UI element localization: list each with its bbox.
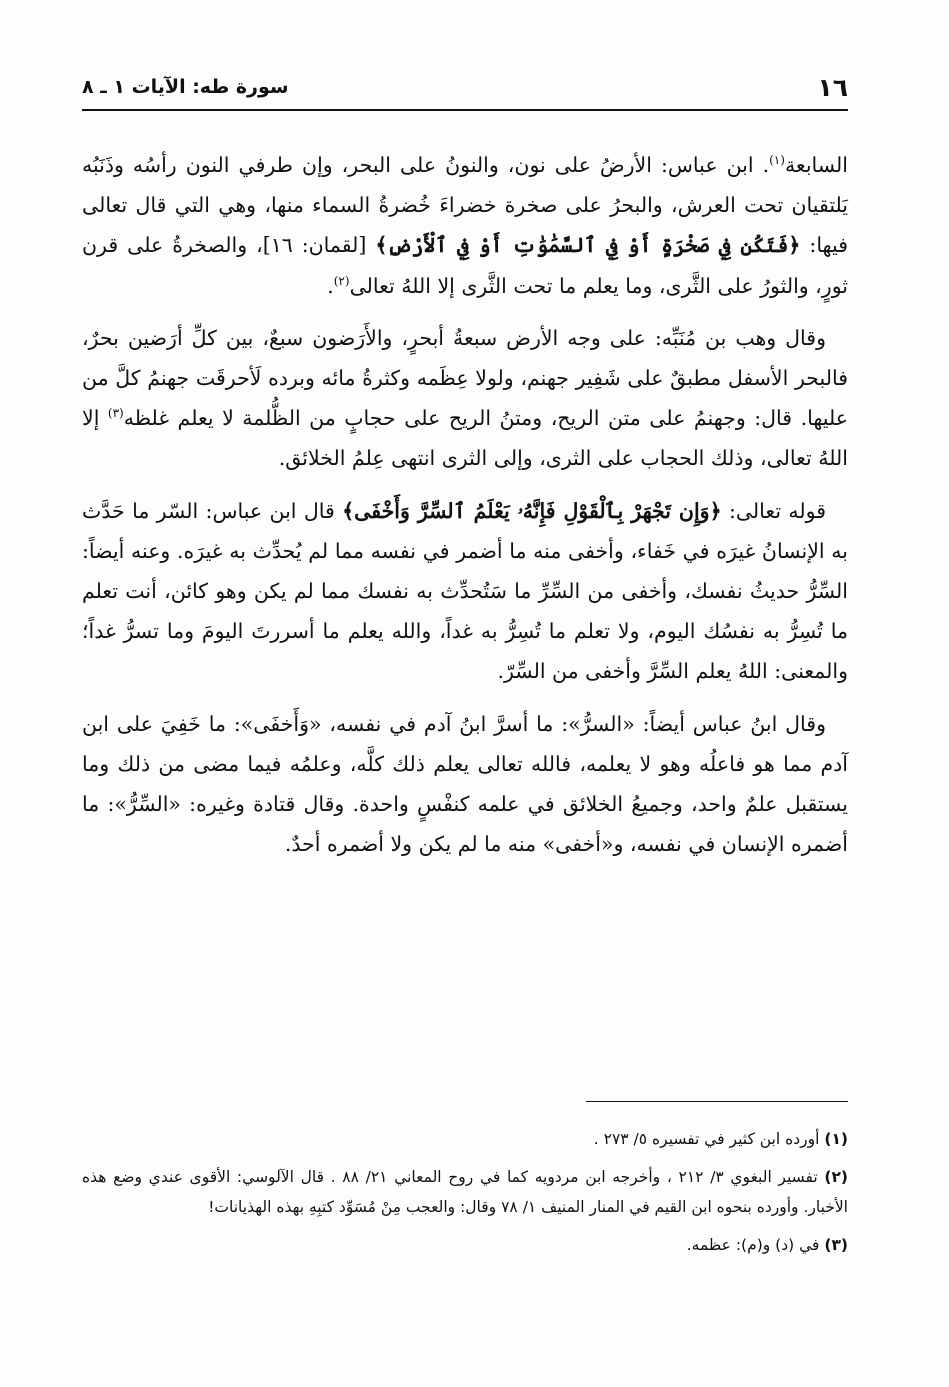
footnote-text: في (د) و(م): عظمه. (686, 1236, 820, 1254)
page-header (82, 70, 848, 104)
footnote-number: (٣) (824, 1236, 848, 1254)
footnote-1 (82, 1124, 848, 1154)
paragraph-3 (82, 491, 848, 692)
text-segment: إلا اللهُ تعالى، وذلك الحجاب على الثرى، وإلى الثرى انتهى عِلمُ الخلائق. (82, 406, 848, 471)
footnote-text: تفسير البغوي ٣/ ٢١٢ ، وأخرجه ابن مردويه كما في روح المعاني ٢١/ ٨٨ . قال الآلوسي: الأقوى عندي وضع هذه الأخبار. وأورده بنحوه ابن القيم في المنار المنيف ١/ ٧٨ وقال: والعجب مِنْ مُسَوِّد كتبِهِ بهذه الهذيانات! (82, 1168, 848, 1216)
footnote-3 (82, 1230, 848, 1260)
text-segment: وقال ابنُ عباس أيضاً: «السرُّ»: ما أسرَّ ابنُ آدم في نفسه، «وَأَخفَى»: ما خَفِيَ على ابن آدم مما هو فاعلُه وهو لا يعلمه، فالله تعالى يعلم ذلك كلَّه، وعلمُه فيما مضى من ذلك وما يستقبل علمٌ واحد، وجميعُ الخلائق في علمه كنفْسٍ واحدة. وقال قتادة وغيره: «السِّرُّ»: ما أضمره الإنسان في نفسه، و«أخفى» منه ما لم يكن ولا أضمره أحدٌ. (82, 711, 848, 857)
footnote-ref-2: (٢) (333, 273, 350, 288)
running-title: سورة طه: الآيات ١ ـ ٨ (82, 76, 289, 98)
paragraph-4 (82, 704, 848, 865)
quran-verse: ﴿وَإِن تَجْهَرْ بِٱلْقَوْلِ فَإِنَّهُۥ يَعْلَمُ ٱلسِّرَّ وَأَخْفَى﴾ (342, 498, 722, 523)
footnote-2 (82, 1162, 848, 1222)
header-rule (82, 109, 848, 111)
paragraph-2 (82, 318, 848, 479)
text-segment: . (327, 273, 334, 298)
paragraph-1 (82, 145, 848, 306)
text-segment: قال ابن عباس: السّر ما حَدَّث به الإنسانُ غيرَه في خَفاء، وأخفى منه ما أضمر في نفسه مما لم يُحدِّث به غيرَه. وعنه أيضاً: السِّرُّ حديثُ نفسك، وأخفى من السِّرِّ ما سَتُحدِّث به نفسك مما لم يكن وهو كائن، أنت تعلم ما تُسِرُّ به نفسُك اليوم، ولا تعلم ما تُسِرُّ به غداً، والله يعلم ما أسررتَ اليومَ وما تسرُّ غداً؛ والمعنى: اللهُ يعلم السِّرَّ وأخفى من السِّرّ. (82, 498, 848, 684)
footnote-text: أورده ابن كثير في تفسيره ٥/ ٢٧٣ . (593, 1130, 820, 1148)
footnote-ref-3: (٣) (107, 406, 124, 421)
footnote-ref-1: (١) (769, 153, 785, 168)
text-segment: . ابن عباس: الأرضُ على نون، والنونُ على البحر، وإن طرفي النون رأسُه وذَنَبُه يَلتقيان تحت العرش، والبحرُ على صخرة خضراءَ خُضرةُ السماء منها، وهي التي قال تعالى فيها: (82, 153, 848, 258)
page-number: ١٦ (817, 72, 848, 102)
footnote-number: (٢) (824, 1168, 848, 1186)
footnote-number: (١) (824, 1130, 848, 1148)
text-segment: وقال وهب بن مُنَبِّه: على وجه الأرض سبعةُ أبحرٍ، والأَرَضون سبعٌ، بين كلِّ أرَضين بحرٌ، فالبحر الأسفل مطبقٌ على شَفِير جهنم، ولولا عِظَمه وكثرةُ مائه وبرده لَأحرقَت جهنمُ كلَّ من عليها. قال: وجهنمُ على متن الريح، ومتنُ الريح على حجابٍ من الظُّلمة لا يعلم غلظه (82, 325, 849, 431)
main-text (82, 145, 848, 876)
footnote-separator (586, 1101, 848, 1102)
footnotes (82, 1124, 848, 1268)
text-segment: قوله تعالى: (721, 498, 826, 523)
quran-verse: ﴿فَتَكُن فِي صَخْرَةٍ أَوْ فِي ٱلسَّمَٰوَٰتِ أَوْ فِي ٱلْأَرْضِ﴾ (375, 233, 801, 258)
text-segment: السابعة (784, 153, 848, 177)
text-segment: [لقمان: ١٦]، والصخرةُ على قرن ثورٍ، والثورُ على الثَّرى، وما يعلم ما تحت الثَّرى إلا اللهُ تعالى (82, 233, 848, 298)
